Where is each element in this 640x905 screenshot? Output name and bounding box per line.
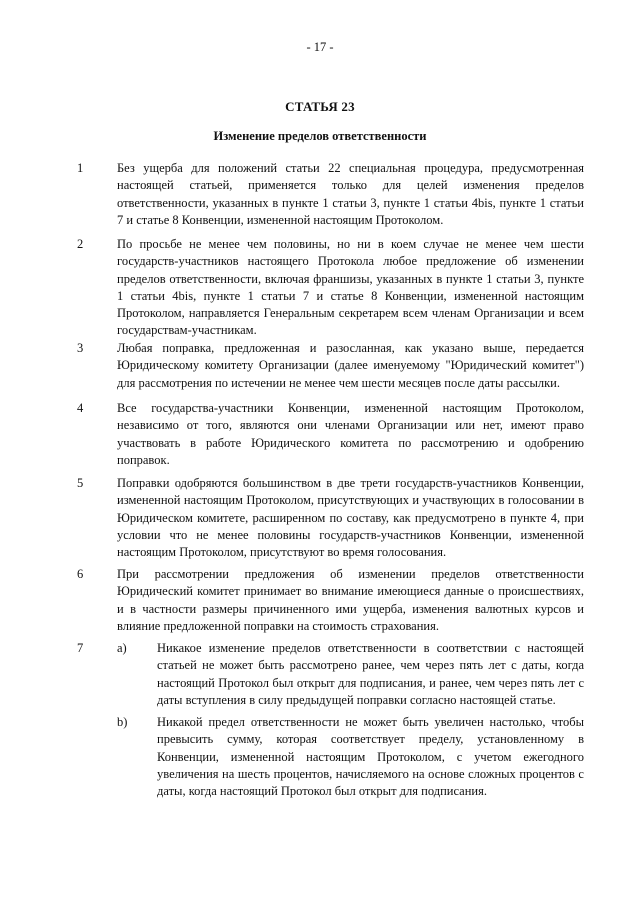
article-title: СТАТЬЯ 23 xyxy=(285,99,355,114)
paragraph-text: Любая поправка, предложенная и разосланная, как указано выше, передается Юридическому комитету Организации (далее именуемому "Юридический комитет") для рассмотрения по истечении не менее чем шести месяцев после даты рассылки. xyxy=(117,341,584,390)
article-subtitle: Изменение пределов ответственности xyxy=(213,129,427,143)
subitem-label-b: b) xyxy=(117,715,128,729)
page-number: - 17 - xyxy=(306,40,334,54)
paragraph-text: Все государства-участники Конвенции, измененной настоящим Протоколом, независимо от того, являются они членами Организации или нет, имеют право участвовать в работе Юридического комитета по рассмотрению и одобрению поправок. xyxy=(117,401,584,467)
paragraph-number: 3 xyxy=(77,341,84,355)
paragraph-number: 5 xyxy=(77,476,84,490)
paragraph-number: 1 xyxy=(77,161,84,175)
paragraph-number: 4 xyxy=(77,401,84,415)
paragraph-text: По просьбе не менее чем половины, но ни в коем случае не менее чем шести государств-участников настоящего Протокола любое предложение об изменении пределов ответственности, включая франшизы, указанных в пункте 1 статьи 3, пункте 1 статьи 4bis, пункте 1 статьи 7 и статье 8 Конвенции, измененной настоящим Протоколом, направляется Генеральным секретарем всем членам Организации и всем государствам-участникам. xyxy=(117,237,584,338)
paragraph-text: Поправки одобряются большинством в две трети государств-участников Конвенции, измененной настоящим Протоколом, присутствующих и участвующих в голосовании в Юридическом комитете, расширенном по составу, как предусмотрено в пункте 4, при условии что не менее половины государств-участников Конвенции, измененной настоящим Протоколом, присутствуют во время голосования. xyxy=(117,476,584,560)
subitem-text-a: Никакое изменение пределов ответственности в соответствии с настоящей статьей не может быть рассмотрено ранее, чем через пять лет с даты, когда настоящий Протокол был открыт для подписания, и ранее, чем через пять лет с даты вступления в силу предыдущей поправки согласно настоящей статье. xyxy=(157,641,584,707)
subitem-label-a: a) xyxy=(117,641,127,655)
paragraph-number: 7 xyxy=(77,641,84,655)
paragraph-number: 2 xyxy=(77,237,84,251)
subitem-text-b: Никакой предел ответственности не может быть увеличен настолько, чтобы превысить сумму, которая соответствует пределу, установленному в Конвенции, измененной настоящим Протоколом, с учетом ежегодного увеличения на шесть процентов, начисляемого на основе сложных процентов с даты, когда настоящий Протокол был открыт для подписания. xyxy=(157,715,584,799)
paragraph-number: 6 xyxy=(77,567,84,581)
paragraph-text: Без ущерба для положений статьи 22 специальная процедура, предусмотренная настоящей статьей, применяется только для целей изменения пределов ответственности, указанных в пункте 1 статьи 3, пункте 1 статьи 4bis, пункте 1 статьи 7 и статье 8 Конвенции, измененной настоящим Протоколом. xyxy=(117,161,584,227)
paragraph-text: При рассмотрении предложения об изменении пределов ответственности Юридический комитет принимает во внимание имеющиеся данные о происшествиях, и в частности размеры причиненного ими ущерба, изменения валютных курсов и влияние предложенной поправки на стоимость страхования. xyxy=(117,567,584,633)
